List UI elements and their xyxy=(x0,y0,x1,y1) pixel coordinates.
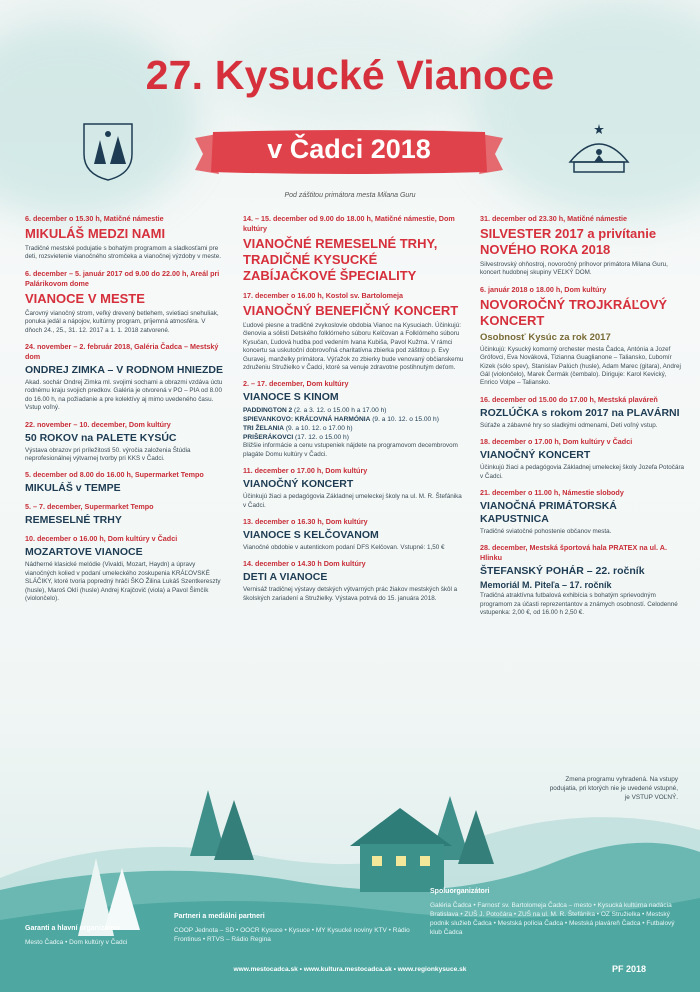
program-event xyxy=(243,466,465,510)
event-subtitle: Osobnosť Kysúc za rok 2017 xyxy=(480,331,611,343)
event-title: VIANOČNÝ KONCERT xyxy=(243,478,354,491)
event-description: Súťaže a zábavné hry so sladkými odmenami, Deti voľný vstup. xyxy=(480,421,658,429)
film-item xyxy=(243,433,465,442)
program-event xyxy=(243,379,465,459)
event-description: Tradičné mestské podujatie s bohatým programom a sladkosťami pre deti, rozsvietenie vianočného stromčeka a vianočnej výzdoby v meste. xyxy=(25,245,222,261)
film-name: PADDINGTON 2 xyxy=(243,407,293,415)
event-date: 14. – 15. december od 9.00 do 18.00 h, Matičné námestie, Dom kultúry xyxy=(243,214,455,233)
film-time: (2. a 3. 12. o 15.00 h a 17.00 h) xyxy=(292,407,387,415)
program-event xyxy=(25,502,223,527)
coorganizers-title: Spoluorganizátori xyxy=(430,888,490,895)
program-event xyxy=(25,214,223,262)
change-note: Zmena programu vyhradená. Na vstupy podujatia, pri ktorých nie je uvedené vstupné, je VSTUP VOĽNÝ. xyxy=(549,776,678,801)
event-title: VIANOČNÉ REMESELNÉ TRHY, TRADIČNÉ KYSUCKÉ ZABÍJAČKOVÉ ŠPECIALITY xyxy=(243,236,438,283)
organizers-title: Garanti a hlavní organizátori xyxy=(25,925,120,932)
film-time: (17. 12. o 15.00 h) xyxy=(293,434,349,442)
event-date: 18. december o 17.00 h, Dom kultúry v Čadci xyxy=(480,437,633,447)
event-description: Účinkujú žiaci a pedagógovia Základnej umeleckej školy Jozefa Potočára v Čadci. xyxy=(480,464,685,480)
event-description: Čarovný vianočný strom, veľký drevený betlehem, svietiaci snehuliak, ponuka jedál a nápojov, kultúrny program, príjemná atmosféra. V dňoch 24., 25., 31. 12. 2017 a 1. 1. 2018 zatvorené. xyxy=(25,309,219,334)
event-date: 13. december o 16.30 h, Dom kultúry xyxy=(243,517,368,527)
event-description: Akad. sochár Ondrej Zimka ml. svojimi sochami a obrazmi vzdáva úctu rodnému kraju svojich predkov. Galéria je otvorená v PO – PIA od 8.00 do 16.00 h, na požiadanie a pre kolektívy aj mimo uvedeného času. Vstup voľný. xyxy=(25,379,223,412)
event-date: 10. december o 16.00 h, Dom kultúry v Čadci xyxy=(25,534,178,544)
event-title: VIANOCE V MESTE xyxy=(25,290,145,306)
program-event xyxy=(25,269,223,335)
program-event xyxy=(25,342,223,413)
event-title: VIANOCE S KINOM xyxy=(243,391,339,404)
event-date: 6. december – 5. január 2017 od 9.00 do 22.00 h, Areál pri Palárikovom dome xyxy=(25,268,220,288)
event-title: REMESELNÉ TRHY xyxy=(25,514,122,527)
coorganizers: Galéria Čadca • Farnosť sv. Bartolomeja Čadca – mesto • Kysucká kultúrna nadácia Bratislava • ZUŠ J. Potočára • ZUŠ na ul. M. R. Štefánika • OZ Stružielka • Mestský podnik služieb Čadca • Mestská polícia Čadca • Mestská plaváreň Čadca • Futbalový klub Čadca xyxy=(430,902,675,936)
event-title: MIKULÁŠ MEDZI NAMI xyxy=(25,226,166,241)
film-time: (9. a 10. 12. o 15.00 h) xyxy=(370,416,439,424)
event-description: Vianočné obdobie v autentickom podaní DFS Kelčovan. Vstupné: 1,50 € xyxy=(243,544,445,552)
nativity-icon xyxy=(566,122,632,178)
program-column-1 xyxy=(25,214,223,611)
event-title: ONDREJ ZIMKA – V RODNOM HNIEZDE xyxy=(25,364,223,377)
film-time: (9. a 10. 12. o 17.00 h) xyxy=(284,425,353,433)
event-title: NOVOROČNÝ TROJKRÁĽOVÝ KONCERT xyxy=(480,296,668,328)
partners-title: Partneri a mediálni partneri xyxy=(174,913,265,920)
event-title: MIKULÁŠ v TEMPE xyxy=(25,482,121,495)
film-name: TRI ŽELANIA xyxy=(243,425,285,433)
event-date: 28. december, Mestská športová hala PRATEX na ul. A. Hlinku xyxy=(480,543,667,563)
event-title: DETI A VIANOCE xyxy=(243,571,328,584)
event-description: Silvestrovský ohňostroj, novoročný príhovor primátora Milana Guru, koncert hudobnej skupiny VEĽKÝ DOM. xyxy=(480,261,668,277)
film-name: SPIEVANKOVO: KRÁĽOVNÁ HARMÓNIA xyxy=(243,416,371,424)
event-description: Účinkujú žiaci a pedagógovia Základnej umeleckej školy na ul. M. R. Štefánika v Čadci. xyxy=(243,493,462,509)
wash xyxy=(470,0,700,220)
partners: COOP Jednota – SD • OOCR Kysuce • Kysuce • MY Kysucké noviny KTV • Rádio Frontinus • RTVS – Rádio Regina xyxy=(174,927,410,943)
event-date: 5. – 7. december, Supermarket Tempo xyxy=(25,502,154,512)
event-description: Bližšie informácie a cenu vstupeniek nájdete na programovom decembrovom plagáte Domu kultúry v Čadci. xyxy=(243,442,458,458)
program-event xyxy=(243,517,465,552)
event-title: VIANOCE S KELČOVANOM xyxy=(243,529,379,542)
event-title: 50 ROKOV na PALETE KYSÚC xyxy=(25,431,177,444)
event-date: 14. december o 14.30 h Dom kultúry xyxy=(243,559,366,569)
event-date: 2. – 17. december, Dom kultúry xyxy=(243,379,349,389)
event-date: 22. november – 10. december, Dom kultúry xyxy=(25,419,171,429)
event-description: Tradičná atraktívna futbalová exhibícia s bohatým sprievodným programom za účasti reprezentantov a známych osobností. Celodenné vstupenka: 2,00 €, od 16.00 h 2,50 €. xyxy=(480,592,678,617)
page-title: 27. Kysucké Vianoce xyxy=(145,52,555,98)
event-title: ROZLÚČKA s rokom 2017 na PLAVÁRNI xyxy=(480,406,680,419)
program-column-2 xyxy=(243,214,465,610)
event-description: Nádherné klasické melódie (Vivaldi, Mozart, Haydn) a úpravy vianočných kolied v podaní umeleckého zoskupenia KRÁĽOVSKÉ SLÁČIKY, ktoré tvoria popredný hráči ŠKO Žilina Lukáš Szentkereszty (husle), Maroš Oklí (husle) Andrej Krajčovič (viola) a Pavol Šimčík (violončelo). xyxy=(25,561,221,603)
program-event xyxy=(243,214,465,284)
footer-urls[interactable]: www.mestocadca.sk • www.kultura.mestocadca.sk • www.regionkysuce.sk xyxy=(233,966,467,973)
event-title: MOZARTOVE VIANOCE xyxy=(25,546,143,559)
program-event xyxy=(480,488,685,536)
subtitle: v Čadci 2018 xyxy=(267,134,431,164)
winter-landscape xyxy=(0,760,700,992)
organizers: Mesto Čadca • Dom kultúry v Čadci xyxy=(25,939,128,946)
film-name: PRIŠERÁKOVCI xyxy=(243,434,294,442)
coat-of-arms-icon xyxy=(80,120,136,182)
event-date: 6. január 2018 o 18.00 h, Dom kultúry xyxy=(480,284,607,294)
event-description: Ľudové piesne a tradičné zvykoslovie obdobia Vianoc na Kysuciach. Účinkujú: členovia a sólisti Detského folklórneho súboru Kelčovan a Folklórneho súboru Kysučan, Ľudová hudba pod vedením Ivana Kubiša, Pavol Kužma. V rámci koncertu sa uskutoční dobrovoľná charitatívna zbierka pod záštitou p. Evy Guravej, manželky primátora. Výťažok zo zbierky bude venovaný občianskemu združeniu Stružielko v Čadci, ktoré sa venuje zdravotne postihnutým deťom. xyxy=(243,322,464,372)
event-date: 5. december od 8.00 do 16.00 h, Supermarket Tempo xyxy=(25,470,204,480)
program-event xyxy=(25,420,223,464)
film-item xyxy=(243,424,465,433)
event-date: 6. december o 15.30 h, Matičné námestie xyxy=(25,214,164,223)
film-item xyxy=(243,415,465,424)
program-event xyxy=(480,285,685,388)
program-event xyxy=(243,291,465,372)
event-date: 24. november – 2. február 2018, Galéria Čadca – Mestský dom xyxy=(25,342,219,362)
film-item xyxy=(243,406,465,415)
event-date: 17. december o 16.00 h, Kostol sv. Bartolomeja xyxy=(243,291,404,300)
patron-line: Pod záštitou primátora mesta Milana Guru xyxy=(284,192,416,199)
program-event xyxy=(480,395,685,430)
event-title: VIANOČNÁ PRIMÁTORSKÁ KAPUSTNICA xyxy=(480,500,617,526)
event-date: 11. december o 17.00 h, Dom kultúry xyxy=(243,466,368,476)
event-date: 21. december o 11.00 h, Námestie slobody xyxy=(480,488,624,498)
pf-mark: PF 2018 xyxy=(612,964,647,974)
event-title: VIANOČNÝ BENEFIČNÝ KONCERT xyxy=(243,303,459,318)
event-date: 31. december od 23.30 h, Matičné námestie xyxy=(480,214,628,223)
event-description: Výstava obrazov pri príležitosti 50. výročia založenia Štúdia neprofesionálnej výtvarnej tvorby pri KKS v Čadci. xyxy=(25,446,191,463)
program-event xyxy=(25,470,223,495)
event-date: 16. december od 15.00 do 17.00 h, Mestská plaváreň xyxy=(480,394,658,404)
event-description: Účinkujú: Kysucký komorný orchester mesta Čadca, Antónia a Jozef Grófovci, Eva Nováková, Tizianna Guaglianone – Taliansko, Ľubomír Kizek (sólo spev), Stanislav Palúch (husle), Adam Marec (gitara), Andrej Gál (violončelo), Marek Čermák (čembalo). Diriguje: Karol Kevický, Enrico Volpe – Taliansko. xyxy=(480,345,681,387)
event-description: Tradičné sviatočné pohostenie občanov mesta. xyxy=(480,528,612,536)
program-event xyxy=(25,534,223,603)
program-event xyxy=(480,437,685,481)
event-title: VIANOČNÝ KONCERT xyxy=(480,449,591,462)
program-event xyxy=(243,559,465,603)
event-description: Vernisáž tradičnej výstavy detských výtvarných prác žiakov mestských škôl a školských zariadení a Stružielky. Výstava potrvá do 15. januára 2018. xyxy=(243,586,458,602)
event-title: ŠTEFANSKÝ POHÁR – 22. ročník xyxy=(480,565,645,578)
event-title: SILVESTER 2017 a privítanie NOVÉHO ROKA 2018 xyxy=(480,226,657,257)
program-column-3 xyxy=(480,214,685,625)
program-event xyxy=(480,543,685,617)
event-title-secondary: Memoriál M. Piteľa – 17. ročník xyxy=(480,580,612,591)
program-event xyxy=(480,214,685,278)
